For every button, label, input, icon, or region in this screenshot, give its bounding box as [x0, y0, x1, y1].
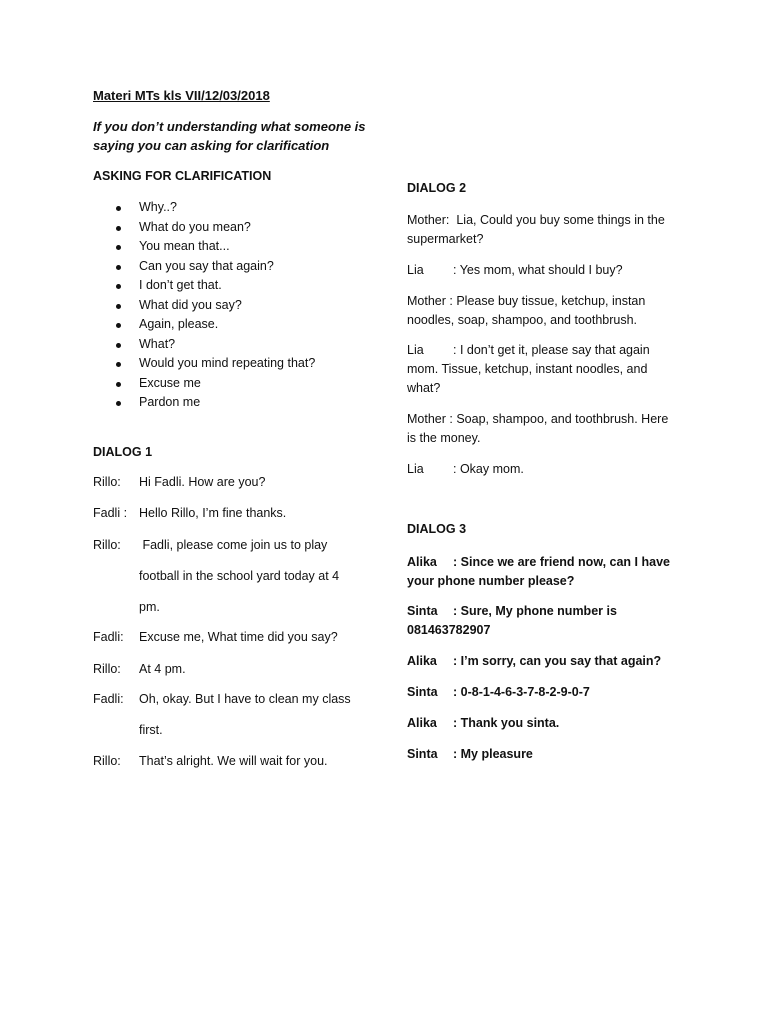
dialog-text: pm. [139, 600, 160, 614]
dialog-text: Hi Fadli. How are you? [139, 475, 266, 489]
list-item: I don’t get that. [112, 276, 315, 296]
dialog-text: : I don’t get it, please say that again mom. Tissue, ketchup, instant noodles, and what? [407, 343, 650, 395]
dialog-text: : 0-8-1-4-6-3-7-8-2-9-0-7 [453, 685, 590, 699]
dialog-line [407, 652, 679, 671]
dialog-line [407, 745, 679, 764]
dialog-text: At 4 pm. [139, 662, 186, 676]
dialog-line [407, 683, 679, 702]
dialog-text: : Thank you sinta. [453, 716, 560, 730]
dialog3-heading: DIALOG 3 [407, 522, 467, 536]
dialog-text: Lia, Could you buy some things in the supermarket? [407, 213, 669, 246]
bullet-icon [116, 362, 121, 367]
dialog-text: Fadli, please come join us to play [139, 538, 328, 552]
dialog-line [407, 211, 679, 249]
list-item: You mean that... [112, 237, 315, 257]
speaker-label: Mother : [407, 412, 453, 426]
bullet-icon [116, 245, 121, 250]
list-item: What? [112, 335, 315, 355]
dialog-text: : I’m sorry, can you say that again? [453, 654, 662, 668]
speaker-label: Rillo: [93, 475, 121, 489]
list-item: Excuse me [112, 374, 315, 394]
dialog-line [407, 714, 679, 733]
dialog-line [407, 460, 679, 479]
dialog1-heading: DIALOG 1 [93, 445, 153, 459]
list-item: Why..? [112, 198, 315, 218]
bullet-icon [116, 401, 121, 406]
list-item: Can you say that again? [112, 257, 315, 277]
speaker-label: Mother: [407, 213, 450, 227]
bullet-icon [116, 284, 121, 289]
dialog-line [407, 553, 679, 591]
dialog-text: : Okay mom. [453, 462, 524, 476]
dialog-text: Soap, shampoo, and toothbrush. Here is the money. [407, 412, 672, 445]
dialog-line [407, 261, 679, 280]
speaker-label: Fadli: [93, 630, 124, 644]
speaker-label: Mother : [407, 294, 453, 308]
dialog-text: : Since we are friend now, can I have your phone number please? [407, 555, 670, 588]
bullet-icon [116, 226, 121, 231]
speaker-label: Alika [407, 716, 437, 730]
dialog-text: Excuse me, What time did you say? [139, 630, 338, 644]
speaker-label: Sinta [407, 685, 438, 699]
speaker-label: Alika [407, 555, 437, 569]
speaker-label: Rillo: [93, 538, 121, 552]
intro-text: If you don’t understanding what someone is saying you can asking for clarification [93, 119, 366, 153]
dialog-text: Hello Rillo, I’m fine thanks. [139, 506, 287, 520]
speaker-label: Alika [407, 654, 437, 668]
dialog-text: : My pleasure [453, 747, 533, 761]
speaker-label: Fadli : [93, 506, 128, 520]
list-item: What did you say? [112, 296, 315, 316]
bullet-icon [116, 343, 121, 348]
dialog2-heading: DIALOG 2 [407, 181, 467, 195]
speaker-label: Rillo: [93, 662, 121, 676]
dialog-line [407, 410, 679, 448]
speaker-label: Lia [407, 462, 424, 476]
list-item: Pardon me [112, 393, 315, 413]
speaker-label: Lia [407, 263, 424, 277]
dialog-text: : Yes mom, what should I buy? [453, 263, 623, 277]
bullet-icon [116, 265, 121, 270]
speaker-label: Rillo: [93, 754, 121, 768]
list-item: What do you mean? [112, 218, 315, 238]
bullet-icon [116, 304, 121, 309]
document-title: Materi MTs kls VII/12/03/2018 [93, 88, 270, 103]
dialog-text: : Sure, My phone number is 081463782907 [407, 604, 617, 637]
list-item: Again, please. [112, 315, 315, 335]
dialog-text: Please buy tissue, ketchup, instan noodles, soap, shampoo, and toothbrush. [407, 294, 649, 327]
clarification-phrase-list [112, 198, 315, 413]
bullet-icon [116, 382, 121, 387]
dialog-text: Oh, okay. But I have to clean my class [139, 692, 351, 706]
dialog-text: That’s alright. We will wait for you. [139, 754, 328, 768]
list-item: Would you mind repeating that? [112, 354, 315, 374]
speaker-label: Fadli: [93, 692, 124, 706]
speaker-label: Sinta [407, 604, 438, 618]
dialog-text: football in the school yard today at 4 [139, 569, 340, 583]
dialog-line [407, 602, 679, 640]
clarification-heading: ASKING FOR CLARIFICATION [93, 169, 272, 183]
bullet-icon [116, 206, 121, 211]
bullet-icon [116, 323, 121, 328]
dialog-line [407, 341, 679, 398]
dialog-text: first. [139, 723, 163, 737]
dialog-line [407, 292, 679, 330]
speaker-label: Lia [407, 343, 424, 357]
speaker-label: Sinta [407, 747, 438, 761]
